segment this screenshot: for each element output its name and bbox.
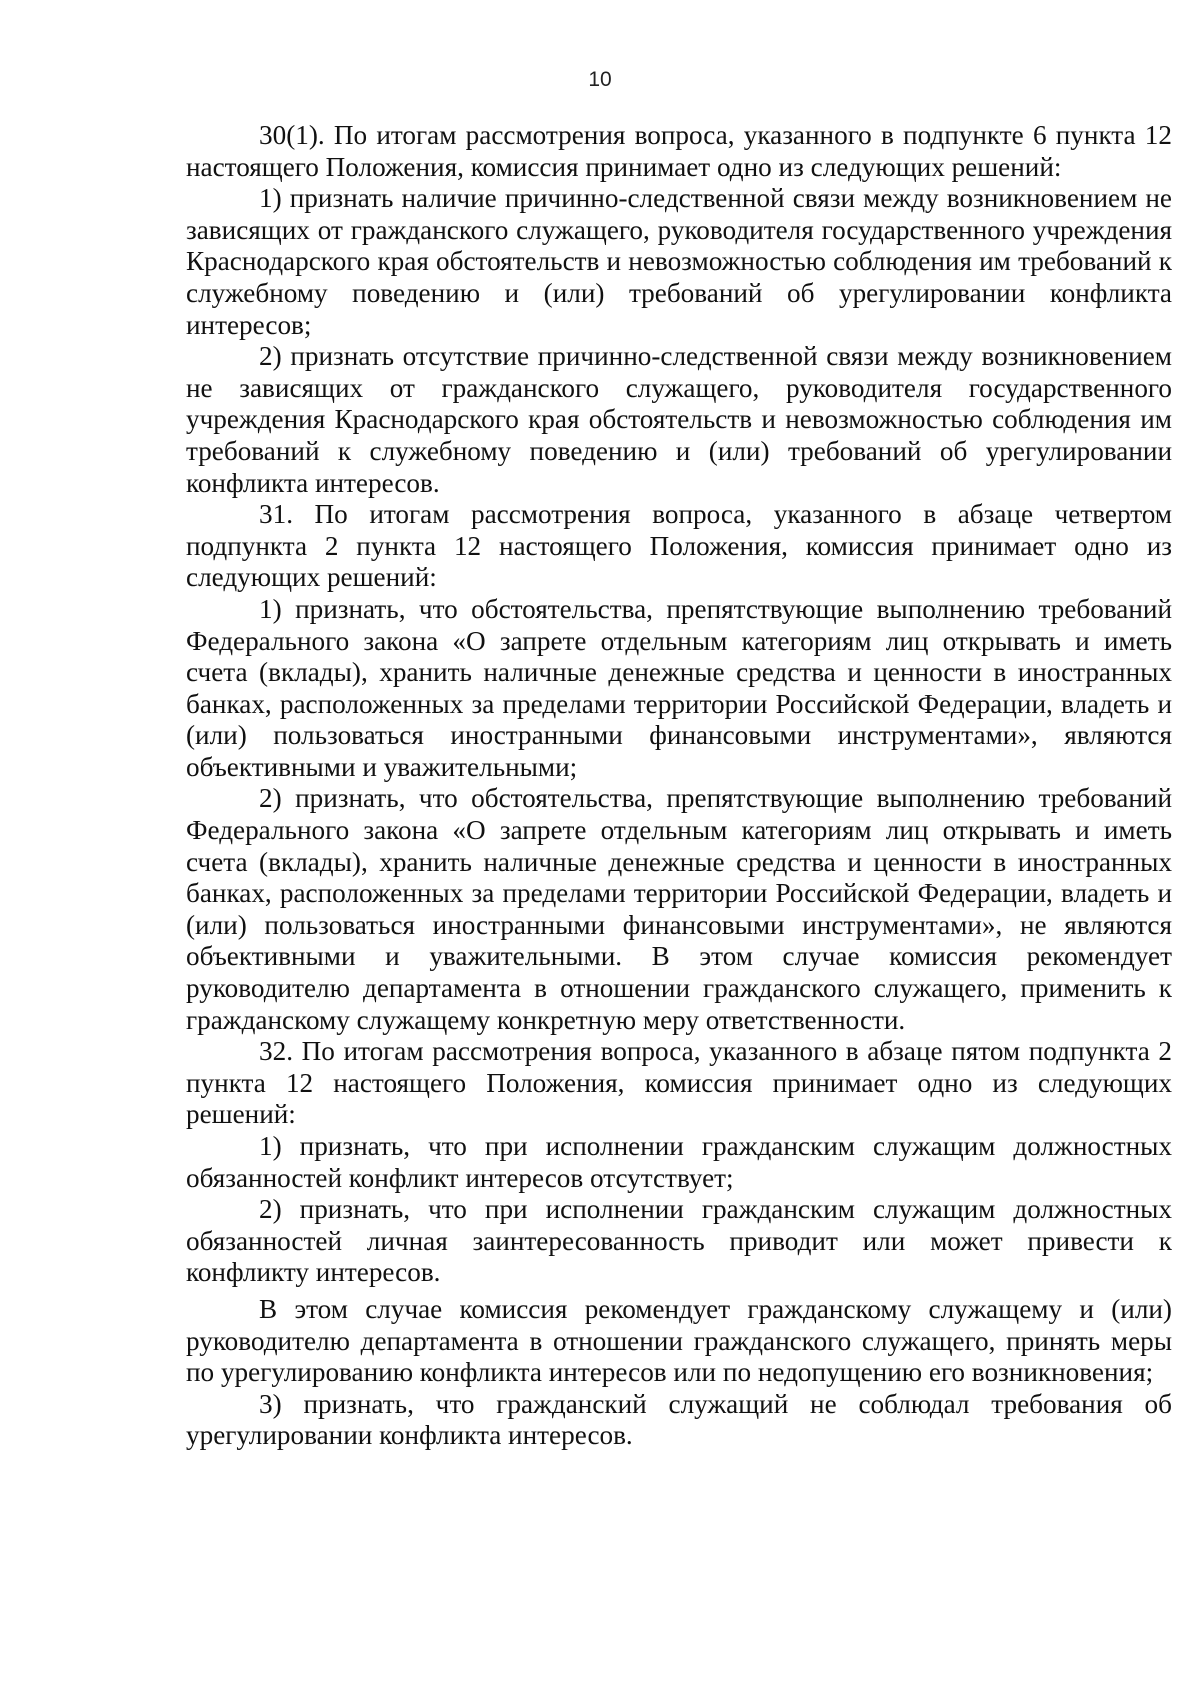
paragraph-30-1-item-2: 2) признать отсутствие причинно-следственной связи между возникновением не зависящих от гражданского служащего, руководителя государственного учреждения Краснодарского края обстоятельств и невозможностью соблюдения им требований к служебному поведению и (или) требований об урегулировании конфликта интересов. xyxy=(186,341,1172,498)
page-number: 10 xyxy=(588,68,612,91)
paragraph-32: 32. По итогам рассмотрения вопроса, указанного в абзаце пятом подпункта 2 пункта 12 настоящего Положения, комиссия принимает одно из следующих решений: xyxy=(186,1036,1172,1130)
paragraph-32-item-2: 2) признать, что при исполнении гражданским служащим должностных обязанностей личная заинтересованность приводит или может привести к конфликту интересов. xyxy=(186,1194,1172,1288)
paragraph-30-1: 30(1). По итогам рассмотрения вопроса, указанного в подпункте 6 пункта 12 настоящего Положения, комиссия принимает одно из следующих решений: xyxy=(186,120,1172,182)
paragraph-32-item-3: 3) признать, что гражданский служащий не соблюдал требования об урегулировании конфликта интересов. xyxy=(186,1388,1172,1451)
paragraph-32-item-1: 1) признать, что при исполнении гражданским служащим должностных обязанностей конфликт интересов отсутствует; xyxy=(186,1131,1172,1193)
paragraph-32-note: В этом случае комиссия рекомендует гражданскому служащему и (или) руководителю департамента в отношении гражданского служащего, принять меры по урегулированию конфликта интересов или по недопущению его возникновения; xyxy=(186,1293,1172,1388)
paragraph-31: 31. По итогам рассмотрения вопроса, указанного в абзаце четвертом подпункта 2 пункта 12 настоящего Положения, комиссия принимает одно из следующих решений: xyxy=(186,499,1172,593)
paragraph-30-1-item-1: 1) признать наличие причинно-следственной связи между возникновением не зависящих от гражданского служащего, руководителя государственного учреждения Краснодарского края обстоятельств и невозможностью соблюдения им требований к служебному поведению и (или) требований об урегулировании конфликта интересов; xyxy=(186,183,1172,340)
paragraph-31-item-1: 1) признать, что обстоятельства, препятствующие выполнению требований Федерального закона «О запрете отдельным категориям лиц открывать и иметь счета (вклады), хранить наличные денежные средства и ценности в иностранных банках, расположенных за пределами территории Российской Федерации, владеть и (или) пользоваться иностранными финансовыми инструментами», являются объективными и уважительными; xyxy=(186,593,1172,782)
paragraph-31-item-2: 2) признать, что обстоятельства, препятствующие выполнению требований Федерального закона «О запрете отдельным категориям лиц открывать и иметь счета (вклады), хранить наличные денежные средства и ценности в иностранных банках, расположенных за пределами территории Российской Федерации, владеть и (или) пользоваться иностранными финансовыми инструментами», не являются объективными и уважительными. В этом случае комиссия рекомендует руководителю департамента в отношении гражданского служащего, применить к гражданскому служащему конкретную меру ответственности. xyxy=(186,783,1172,1035)
document-body xyxy=(186,120,1172,1452)
